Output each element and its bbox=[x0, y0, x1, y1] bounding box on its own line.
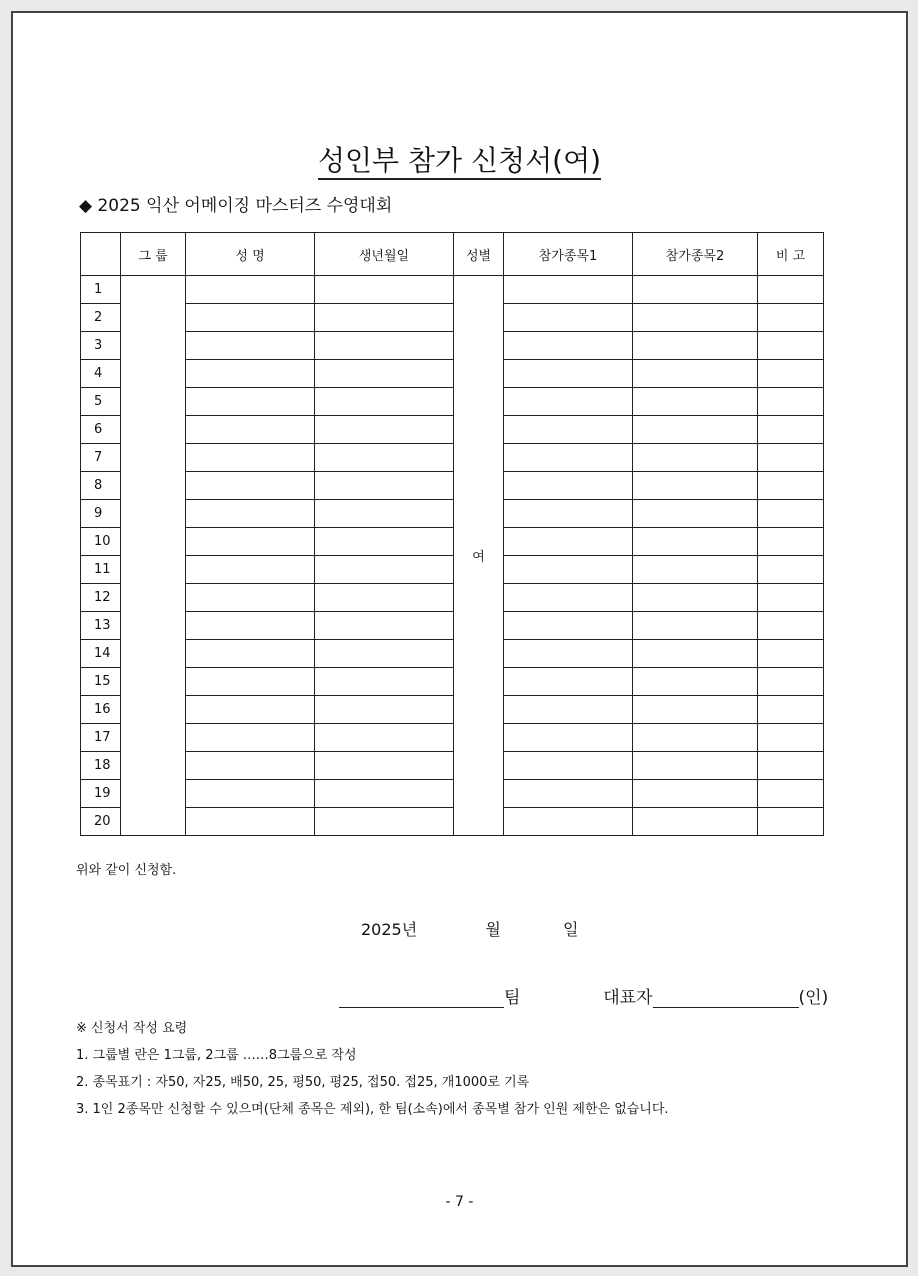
event2-cell[interactable] bbox=[633, 808, 758, 836]
birthdate-cell[interactable] bbox=[315, 276, 454, 304]
row-number: 15 bbox=[81, 668, 121, 696]
row-number: 20 bbox=[81, 808, 121, 836]
event2-cell[interactable] bbox=[633, 360, 758, 388]
birthdate-cell[interactable] bbox=[315, 472, 454, 500]
table-header-row bbox=[81, 233, 824, 276]
remarks-cell[interactable] bbox=[758, 696, 824, 724]
table-row bbox=[81, 808, 824, 836]
row-number: 1 bbox=[81, 276, 121, 304]
name-cell[interactable] bbox=[186, 612, 315, 640]
event1-cell[interactable] bbox=[504, 612, 633, 640]
birthdate-cell[interactable] bbox=[315, 416, 454, 444]
group-cell[interactable] bbox=[121, 276, 186, 836]
table-row bbox=[81, 360, 824, 388]
row-number: 16 bbox=[81, 696, 121, 724]
row-number: 9 bbox=[81, 500, 121, 528]
row-number: 8 bbox=[81, 472, 121, 500]
team-label: 팀 bbox=[504, 988, 521, 1008]
birthdate-cell[interactable] bbox=[315, 724, 454, 752]
event1-cell[interactable] bbox=[504, 276, 633, 304]
event1-cell[interactable] bbox=[504, 500, 633, 528]
event2-cell[interactable] bbox=[633, 472, 758, 500]
event2-cell[interactable] bbox=[633, 612, 758, 640]
page-number: - 7 - bbox=[445, 1194, 474, 1210]
event1-cell[interactable] bbox=[504, 332, 633, 360]
remarks-cell[interactable] bbox=[758, 780, 824, 808]
signature-line bbox=[339, 983, 828, 1008]
event2-cell[interactable] bbox=[633, 276, 758, 304]
table-row bbox=[81, 500, 824, 528]
birthdate-cell[interactable] bbox=[315, 668, 454, 696]
event2-cell[interactable] bbox=[633, 696, 758, 724]
remarks-cell[interactable] bbox=[758, 472, 824, 500]
name-cell[interactable] bbox=[186, 444, 315, 472]
table-row bbox=[81, 304, 824, 332]
event1-cell[interactable] bbox=[504, 696, 633, 724]
row-number: 12 bbox=[81, 584, 121, 612]
event2-cell[interactable] bbox=[633, 584, 758, 612]
event1-cell[interactable] bbox=[504, 584, 633, 612]
seal-label: (인) bbox=[798, 988, 829, 1008]
remarks-cell[interactable] bbox=[758, 528, 824, 556]
row-number: 2 bbox=[81, 304, 121, 332]
name-cell[interactable] bbox=[186, 696, 315, 724]
remarks-cell[interactable] bbox=[758, 724, 824, 752]
event1-cell[interactable] bbox=[504, 472, 633, 500]
remarks-cell[interactable] bbox=[758, 276, 824, 304]
name-cell[interactable] bbox=[186, 640, 315, 668]
event2-cell[interactable] bbox=[633, 304, 758, 332]
birthdate-cell[interactable] bbox=[315, 808, 454, 836]
name-cell[interactable] bbox=[186, 388, 315, 416]
table-row bbox=[81, 276, 824, 304]
name-cell[interactable] bbox=[186, 360, 315, 388]
event2-cell[interactable] bbox=[633, 724, 758, 752]
event1-cell[interactable] bbox=[504, 556, 633, 584]
table-row bbox=[81, 640, 824, 668]
gender-cell: 여 bbox=[454, 276, 504, 836]
event1-cell[interactable] bbox=[504, 444, 633, 472]
event1-cell[interactable] bbox=[504, 304, 633, 332]
table-row bbox=[81, 612, 824, 640]
birthdate-cell[interactable] bbox=[315, 304, 454, 332]
name-cell[interactable] bbox=[186, 724, 315, 752]
remarks-cell[interactable] bbox=[758, 584, 824, 612]
note-item: 1. 그룹별 란은 1그룹, 2그룹 ……8그룹으로 작성 bbox=[76, 1048, 357, 1063]
birthdate-cell[interactable] bbox=[315, 584, 454, 612]
event2-cell[interactable] bbox=[633, 556, 758, 584]
table-row bbox=[81, 528, 824, 556]
column-header: 참가종목1 bbox=[504, 233, 633, 276]
name-cell[interactable] bbox=[186, 416, 315, 444]
event2-cell[interactable] bbox=[633, 668, 758, 696]
event2-cell[interactable] bbox=[633, 752, 758, 780]
name-cell[interactable] bbox=[186, 304, 315, 332]
rep-blank bbox=[653, 987, 799, 1008]
name-cell[interactable] bbox=[186, 808, 315, 836]
event1-cell[interactable] bbox=[504, 780, 633, 808]
row-number: 18 bbox=[81, 752, 121, 780]
birthdate-cell[interactable] bbox=[315, 444, 454, 472]
remarks-cell[interactable] bbox=[758, 752, 824, 780]
event2-cell[interactable] bbox=[633, 500, 758, 528]
row-number: 17 bbox=[81, 724, 121, 752]
column-header: 그 룹 bbox=[121, 233, 186, 276]
apply-text: 위와 같이 신청함. bbox=[76, 863, 177, 878]
birthdate-cell[interactable] bbox=[315, 528, 454, 556]
note-item: 3. 1인 2종목만 신청할 수 있으며(단체 종목은 제외), 한 팀(소속)에서 종목별 참가 인원 제한은 없습니다. bbox=[76, 1102, 669, 1117]
document-page bbox=[11, 11, 908, 1267]
name-cell[interactable] bbox=[186, 472, 315, 500]
name-cell[interactable] bbox=[186, 332, 315, 360]
name-cell[interactable] bbox=[186, 528, 315, 556]
birthdate-cell[interactable] bbox=[315, 556, 454, 584]
birthdate-cell[interactable] bbox=[315, 612, 454, 640]
table-row bbox=[81, 388, 824, 416]
table-row bbox=[81, 668, 824, 696]
birthdate-cell[interactable] bbox=[315, 500, 454, 528]
birthdate-cell[interactable] bbox=[315, 332, 454, 360]
row-number: 3 bbox=[81, 332, 121, 360]
birthdate-cell[interactable] bbox=[315, 388, 454, 416]
table-row bbox=[81, 416, 824, 444]
date-day: 일 bbox=[563, 920, 579, 939]
note-item: 2. 종목표기 : 자50, 자25, 배50, 25, 평50, 평25, 접50. 접25, 개1000로 기록 bbox=[76, 1075, 530, 1090]
remarks-cell[interactable] bbox=[758, 444, 824, 472]
event2-cell[interactable] bbox=[633, 528, 758, 556]
birthdate-cell[interactable] bbox=[315, 640, 454, 668]
event2-cell[interactable] bbox=[633, 388, 758, 416]
team-blank bbox=[339, 987, 504, 1008]
event1-cell[interactable] bbox=[504, 360, 633, 388]
date-month: 월 bbox=[485, 920, 501, 939]
notes-heading: ※ 신청서 작성 요령 bbox=[76, 1021, 188, 1036]
table-row bbox=[81, 472, 824, 500]
column-header bbox=[81, 233, 121, 276]
row-number: 13 bbox=[81, 612, 121, 640]
remarks-cell[interactable] bbox=[758, 360, 824, 388]
row-number: 6 bbox=[81, 416, 121, 444]
remarks-cell[interactable] bbox=[758, 668, 824, 696]
rep-label: 대표자 bbox=[603, 988, 653, 1008]
row-number: 19 bbox=[81, 780, 121, 808]
row-number: 4 bbox=[81, 360, 121, 388]
row-number: 7 bbox=[81, 444, 121, 472]
event1-cell[interactable] bbox=[504, 416, 633, 444]
birthdate-cell[interactable] bbox=[315, 696, 454, 724]
remarks-cell[interactable] bbox=[758, 808, 824, 836]
remarks-cell[interactable] bbox=[758, 416, 824, 444]
remarks-cell[interactable] bbox=[758, 332, 824, 360]
title-text: 성인부 참가 신청서(여) bbox=[318, 144, 601, 180]
table-row bbox=[81, 444, 824, 472]
application-table bbox=[80, 232, 824, 836]
column-header: 생년월일 bbox=[315, 233, 454, 276]
row-number: 10 bbox=[81, 528, 121, 556]
table-row bbox=[81, 332, 824, 360]
remarks-cell[interactable] bbox=[758, 556, 824, 584]
name-cell[interactable] bbox=[186, 500, 315, 528]
event2-cell[interactable] bbox=[633, 444, 758, 472]
event2-cell[interactable] bbox=[633, 332, 758, 360]
event1-cell[interactable] bbox=[504, 668, 633, 696]
remarks-cell[interactable] bbox=[758, 388, 824, 416]
table-row bbox=[81, 556, 824, 584]
column-header: 비 고 bbox=[758, 233, 824, 276]
name-cell[interactable] bbox=[186, 556, 315, 584]
table-row bbox=[81, 696, 824, 724]
event1-cell[interactable] bbox=[504, 808, 633, 836]
remarks-cell[interactable] bbox=[758, 304, 824, 332]
event1-cell[interactable] bbox=[504, 388, 633, 416]
event2-cell[interactable] bbox=[633, 780, 758, 808]
date-year: 2025년 bbox=[361, 920, 418, 939]
column-header: 성 명 bbox=[186, 233, 315, 276]
event1-cell[interactable] bbox=[504, 724, 633, 752]
name-cell[interactable] bbox=[186, 752, 315, 780]
column-header: 성별 bbox=[454, 233, 504, 276]
column-header: 참가종목2 bbox=[633, 233, 758, 276]
date-line bbox=[361, 917, 579, 940]
table-row bbox=[81, 780, 824, 808]
event1-cell[interactable] bbox=[504, 752, 633, 780]
event1-cell[interactable] bbox=[504, 528, 633, 556]
event2-cell[interactable] bbox=[633, 416, 758, 444]
event1-cell[interactable] bbox=[504, 640, 633, 668]
table-row bbox=[81, 752, 824, 780]
event-subtitle: ◆ 2025 익산 어메이징 마스터즈 수영대회 bbox=[79, 196, 393, 216]
name-cell[interactable] bbox=[186, 780, 315, 808]
event2-cell[interactable] bbox=[633, 640, 758, 668]
name-cell[interactable] bbox=[186, 276, 315, 304]
name-cell[interactable] bbox=[186, 584, 315, 612]
birthdate-cell[interactable] bbox=[315, 360, 454, 388]
name-cell[interactable] bbox=[186, 668, 315, 696]
table-row bbox=[81, 584, 824, 612]
birthdate-cell[interactable] bbox=[315, 752, 454, 780]
remarks-cell[interactable] bbox=[758, 612, 824, 640]
row-number: 14 bbox=[81, 640, 121, 668]
page-title bbox=[13, 139, 906, 179]
row-number: 5 bbox=[81, 388, 121, 416]
remarks-cell[interactable] bbox=[758, 500, 824, 528]
remarks-cell[interactable] bbox=[758, 640, 824, 668]
birthdate-cell[interactable] bbox=[315, 780, 454, 808]
table-row bbox=[81, 724, 824, 752]
row-number: 11 bbox=[81, 556, 121, 584]
